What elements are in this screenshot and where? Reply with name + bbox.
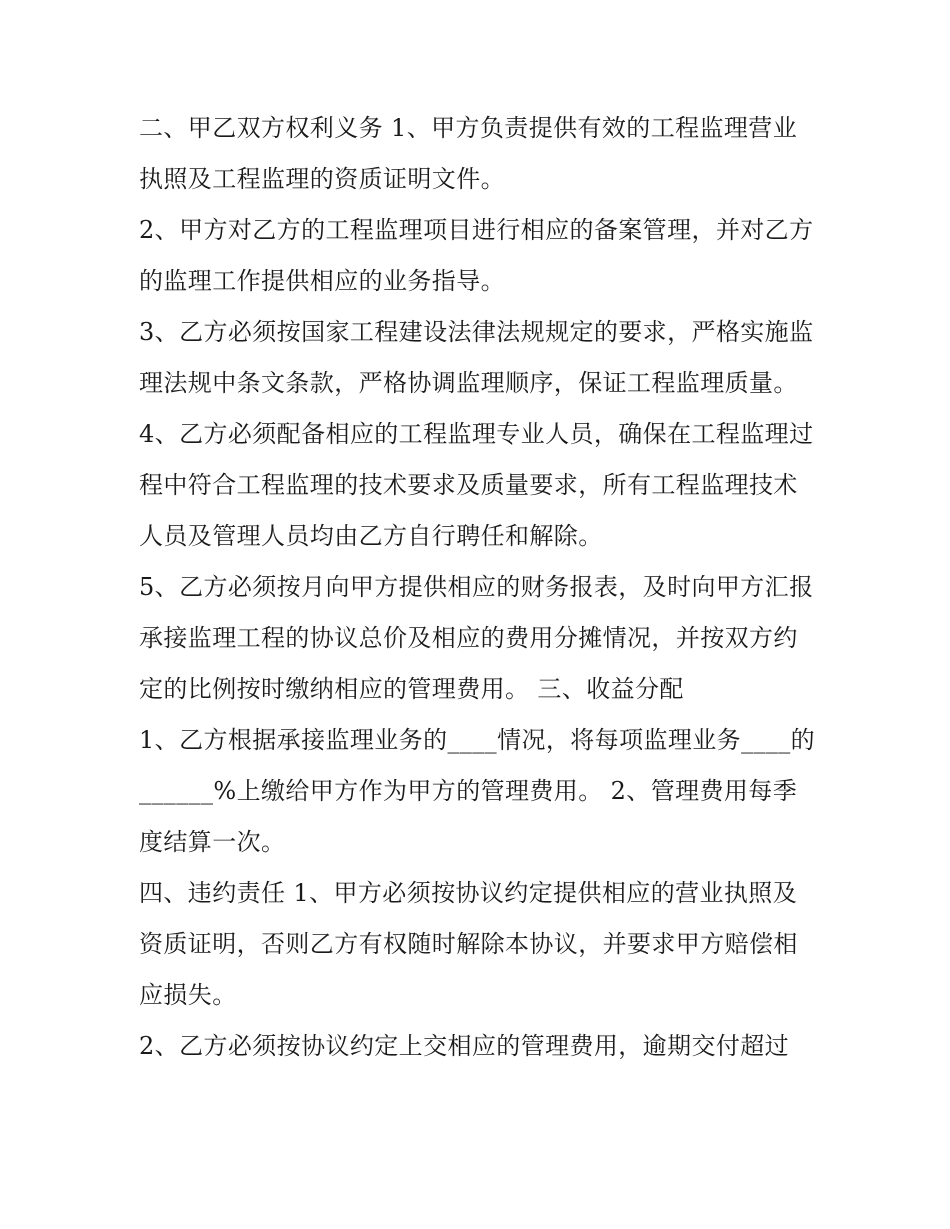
document-body: [139, 103, 819, 1072]
paragraph-clause-2: 2、甲方对乙方的工程监理项目进行相应的备案管理，并对乙方的监理工作提供相应的业务指导。: [139, 216, 814, 295]
paragraph-revenue-share: 1、乙方根据承接监理业务的____情况，将每项监理业务____的______%上缴给甲方作为甲方的管理费用。 2、管理费用每季度结算一次。: [139, 726, 816, 856]
paragraph-clause-4: 4、乙方必须配备相应的工程监理专业人员，确保在工程监理过程中符合工程监理的技术要求及质量要求，所有工程监理技术人员及管理人员均由乙方自行聘任和解除。: [139, 420, 814, 550]
paragraph-liability-2: 2、乙方必须按协议约定上交相应的管理费用，逾期交付超过: [139, 1032, 790, 1060]
paragraph-rights-obligations: 二、甲乙双方权利义务 1、甲方负责提供有效的工程监理营业执照及工程监理的资质证明文件。: [139, 114, 798, 193]
paragraph-clause-3: 3、乙方必须按国家工程建设法律法规规定的要求，严格实施监理法规中条文条款，严格协调监理顺序，保证工程监理质量。: [139, 318, 814, 397]
paragraph-clause-5: 5、乙方必须按月向甲方提供相应的财务报表，及时向甲方汇报承接监理工程的协议总价及相应的费用分摊情况，并按双方约定的比例按时缴纳相应的管理费用。 三、收益分配: [139, 573, 814, 703]
paragraph-liability: 四、违约责任 1、甲方必须按协议约定提供相应的营业执照及资质证明，否则乙方有权随时解除本协议，并要求甲方赔偿相应损失。: [139, 879, 798, 1009]
